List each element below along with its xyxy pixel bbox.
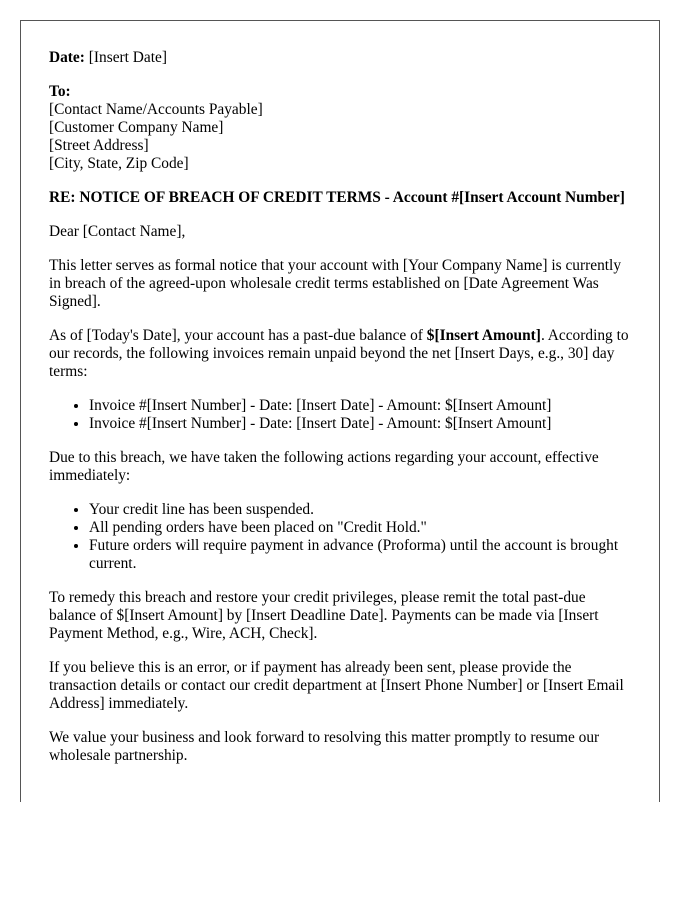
- to-label: To:: [49, 83, 71, 100]
- invoice-item: • Invoice #[Insert Number] - Date: [Insert Date] - Amount: $[Insert Amount]: [89, 397, 629, 415]
- action-item: • Your credit line has been suspended.: [89, 501, 629, 519]
- letter-page: [20, 20, 660, 802]
- action-item: • All pending orders have been placed on "Credit Hold.": [89, 519, 629, 537]
- subject-line: RE: NOTICE OF BREACH OF CREDIT TERMS - Account #[Insert Account Number]: [49, 189, 625, 206]
- balance-text-post: . According to our records, the following invoices remain unpaid beyond the net [Insert Days, e.g., 30] day terms:: [49, 327, 629, 380]
- invoice-list: [49, 397, 629, 433]
- salutation: Dear [Contact Name],: [49, 223, 186, 240]
- date-line: [49, 49, 629, 67]
- balance-amount: $[Insert Amount]: [426, 327, 541, 344]
- invoice-item: • Invoice #[Insert Number] - Date: [Insert Date] - Amount: $[Insert Amount]: [89, 415, 629, 433]
- error-note-paragraph: If you believe this is an error, or if payment has already been sent, please provide the transaction details or contact our credit department at [Insert Phone Number] or [Insert Email Address] immediately.: [49, 659, 624, 712]
- recipient-block: [49, 83, 629, 173]
- actions-intro: Due to this breach, we have taken the following actions regarding your account, effective immediately:: [49, 449, 599, 484]
- date-value: [Insert Date]: [88, 49, 167, 66]
- closing-paragraph: We value your business and look forward to resolving this matter promptly to resume our wholesale partnership.: [49, 729, 600, 764]
- recipient-street: [Street Address]: [49, 137, 149, 154]
- date-label: Date:: [49, 49, 85, 66]
- remedy-paragraph: To remedy this breach and restore your credit privileges, please remit the total past-due balance of $[Insert Amount] by [Insert Deadline Date]. Payments can be made via [Insert Payment Method, e.g., Wire, ACH, Check].: [49, 589, 599, 642]
- actions-list: [49, 501, 629, 573]
- letter-body: [49, 49, 629, 781]
- balance-paragraph: [49, 327, 629, 381]
- balance-text-pre: As of [Today's Date], your account has a past-due balance of: [49, 327, 427, 344]
- recipient-contact: [Contact Name/Accounts Payable]: [49, 101, 263, 118]
- intro-paragraph: This letter serves as formal notice that your account with [Your Company Name] is currently in breach of the agreed-upon wholesale credit terms established on [Date Agreement Was Signed].: [49, 257, 622, 310]
- action-item: • Future orders will require payment in advance (Proforma) until the account is brought current.: [89, 537, 629, 573]
- recipient-city: [City, State, Zip Code]: [49, 155, 189, 172]
- recipient-company: [Customer Company Name]: [49, 119, 224, 136]
